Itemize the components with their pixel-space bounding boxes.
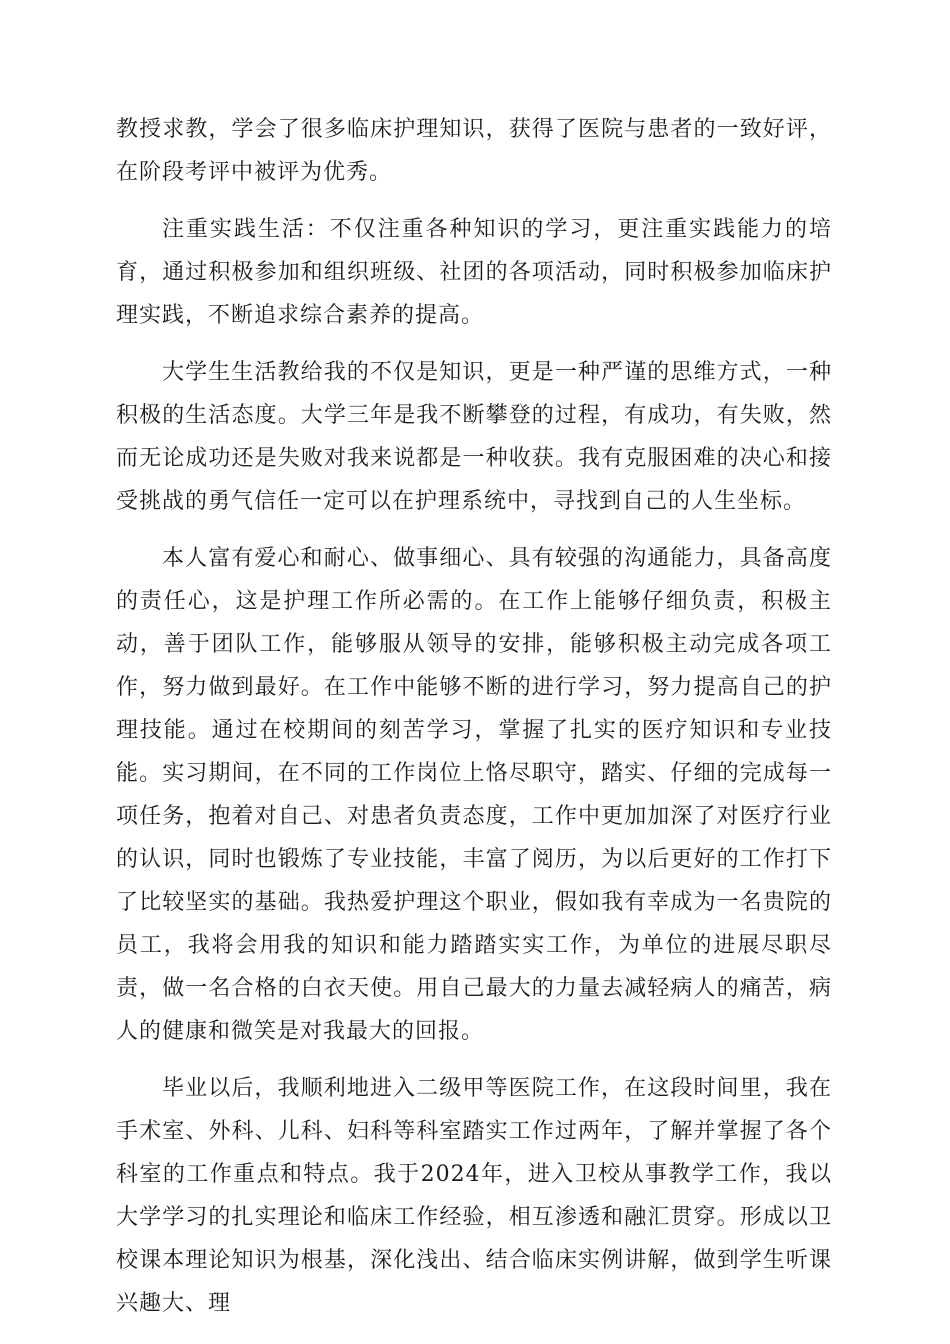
document-body [116,108,832,1339]
paragraph-university-life: 大学生生活教给我的不仅是知识，更是一种严谨的思维方式，一种积极的生活态度。大学三年是我不断攀登的过程，有成功，有失败，然而无论成功还是失败对我来说都是一种收获。我有克服困难的决心和接受挑战的勇气信任一定可以在护理系统中，寻找到自己的人生坐标。 [116,360,832,514]
paragraph-self-assessment: 本人富有爱心和耐心、做事细心、具有较强的沟通能力，具备高度的责任心，这是护理工作所必需的。在工作上能够仔细负责，积极主动，善于团队工作，能够服从领导的安排，能够积极主动完成各项工作，努力做到最好。在工作中能够不断的进行学习，努力提高自己的护理技能。通过在校期间的刻苦学习，掌握了扎实的医疗知识和专业技能。实习期间，在不同的工作岗位上恪尽职守，踏实、仔细的完成每一项任务，抱着对自己、对患者负责态度，工作中更加加深了对医疗行业的认识，同时也锻炼了专业技能，丰富了阅历，为以后更好的工作打下了比较坚实的基础。我热爱护理这个职业，假如我有幸成为一名贵院的员工，我将会用我的知识和能力踏踏实实工作，为单位的进展尽职尽责，做一名合格的白衣天使。用自己最大的力量去减轻病人的痛苦，病人的健康和微笑是对我最大的回报。 [116,546,832,1044]
paragraph-practice: 注重实践生活：不仅注重各种知识的学习，更注重实践能力的培育，通过积极参加和组织班级、社团的各项活动，同时积极参加临床护理实践，不断追求综合素养的提高。 [116,217,832,328]
paragraph-work-experience: 毕业以后，我顺利地进入二级甲等医院工作，在这段时间里，我在手术室、外科、儿科、妇科等科室踏实工作过两年，了解并掌握了各个科室的工作重点和特点。我于2024年，进入卫校从事教学工作，我以大学学习的扎实理论和临床工作经验，相互渗透和融汇贯穿。形成以卫校课本理论知识为根基，深化浅出、结合临床实例讲解，做到学生听课兴趣大、理 [116,1076,832,1316]
paragraph-continued: 教授求教，学会了很多临床护理知识，获得了医院与患者的一致好评，在阶段考评中被评为优秀。 [116,117,832,185]
